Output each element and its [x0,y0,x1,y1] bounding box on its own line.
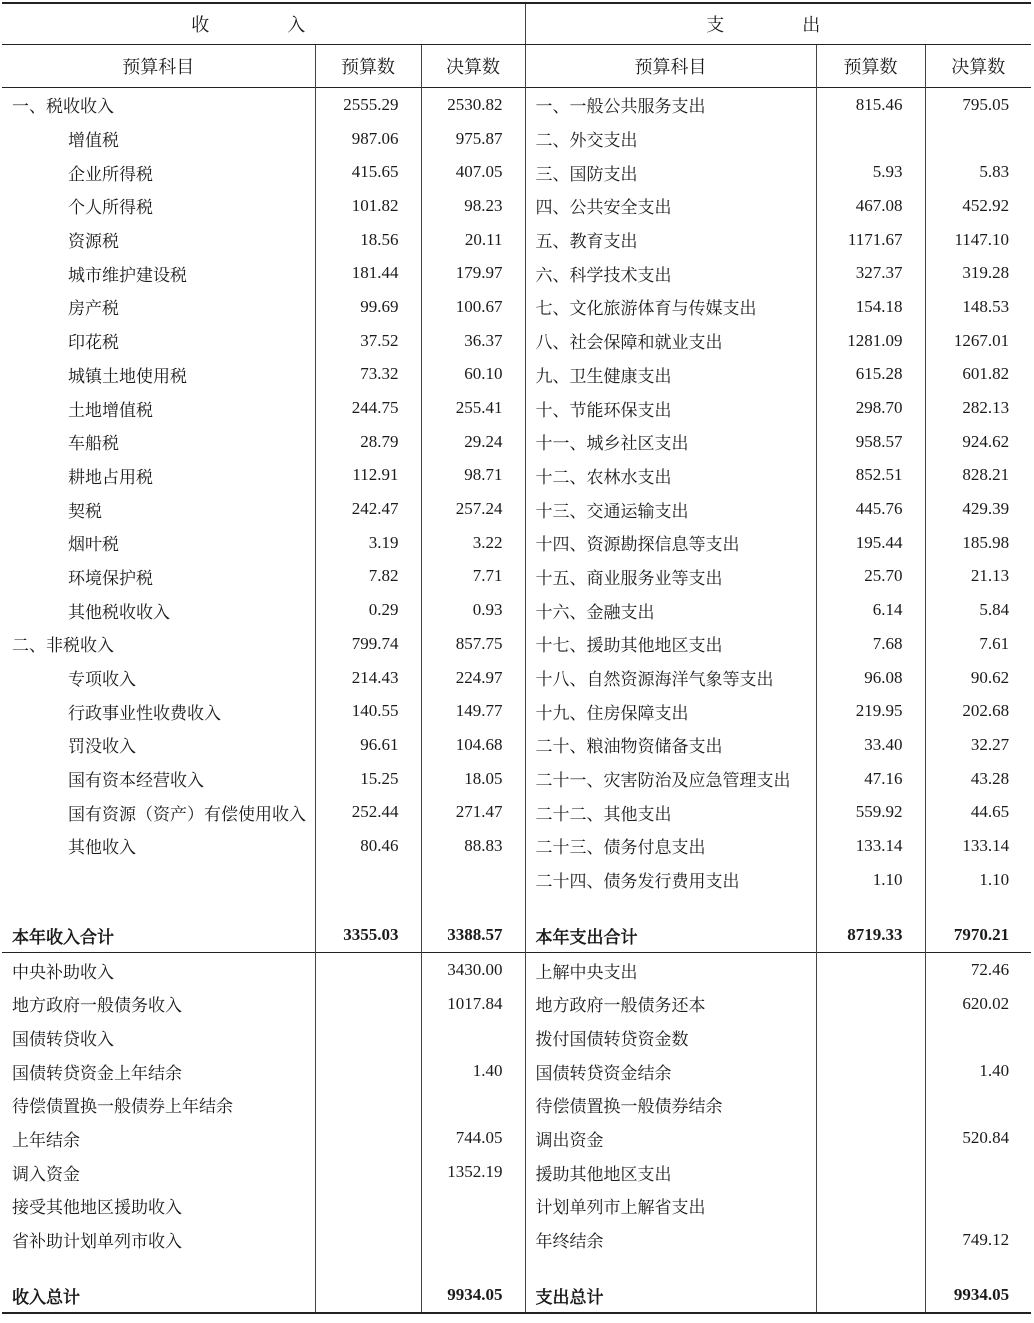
expense-item-final [925,122,1031,156]
income-item-name: 其他税收收入 [2,593,315,627]
income-transfer-final: 1017.84 [421,987,525,1021]
income-item-budget [315,863,421,897]
expense-item-final: 32.27 [970,734,1010,754]
table-row [2,560,1031,594]
income-item-name: 增值税 [2,122,315,156]
income-grand-total-final: 9934.05 [421,1278,525,1313]
income-item-budget: 181.44 [315,256,421,290]
expense-item-budget: 133.14 [816,829,925,863]
income-item-final: 3.22 [421,526,525,560]
income-item-name: 国有资本经营收入 [2,762,315,796]
income-transfer-budget [315,1155,421,1189]
expense-item-name: 二十二、其他支出 [525,795,816,829]
expense-item-budget: 445.76 [816,492,925,526]
expense-transfer-budget [816,1155,925,1189]
expense-item-name: 七、文化旅游体育与传媒支出 [525,290,816,324]
income-section-title: 收 入 [2,3,525,45]
expense-transfer-budget [816,953,925,987]
expense-item-final: 21.13 [970,566,1010,586]
expense-item-final: 282.13 [962,398,1010,418]
income-transfer-final [421,1088,525,1122]
expense-item-name: 二十一、灾害防治及应急管理支出 [525,762,816,796]
expense-item-budget: 154.18 [816,290,925,324]
expense-item-name: 十二、农林水支出 [525,459,816,493]
income-item-final [421,863,525,897]
expense-item-name: 十六、金融支出 [525,593,816,627]
income-item-budget: 7.82 [315,560,421,594]
expense-transfer-budget [816,1054,925,1088]
table-row [2,324,1031,358]
income-item-final: 224.97 [421,661,525,695]
expense-item-name: 十七、援助其他地区支出 [525,627,816,661]
expense-item-budget: 815.46 [816,88,925,122]
table-row [2,459,1031,493]
income-grand-total-budget [315,1278,421,1313]
income-item-name: 国有资源（资产）有偿使用收入 [2,795,315,829]
income-item-budget: 112.91 [315,459,421,493]
income-item-final: 407.05 [421,155,525,189]
expense-item-budget: 1171.67 [816,223,925,257]
income-item-budget: 799.74 [315,627,421,661]
budget-final-accounts-table [2,2,1031,1314]
income-item-budget: 0.29 [315,593,421,627]
table-row [2,1088,1031,1122]
table-row [2,627,1031,661]
expense-final-header: 决算数 [951,57,1006,78]
income-item-final: 36.37 [421,324,525,358]
expense-item-name: 六、科学技术支出 [525,256,816,290]
income-item-name: 土地增值税 [2,391,315,425]
expense-item-final: 828.21 [962,465,1010,485]
income-item-budget: 37.52 [315,324,421,358]
expense-item-final: 148.53 [962,296,1010,316]
expense-item-name: 四、公共安全支出 [525,189,816,223]
income-item-name: 耕地占用税 [2,459,315,493]
year-total-row [2,919,1031,953]
grand-total-section [2,1256,1031,1313]
main-rows [2,88,1031,897]
expense-item-final: 795.05 [962,94,1010,114]
expense-item-name: 十四、资源勘探信息等支出 [525,526,816,560]
expense-item-name: 二十、粮油物资储备支出 [525,728,816,762]
income-item-name [2,863,315,897]
expense-transfer-budget [816,1088,925,1122]
income-item-final: 179.97 [421,256,525,290]
expense-transfer-final: 620.02 [962,993,1010,1013]
income-year-total-label: 本年收入合计 [2,919,315,953]
table-row [2,1054,1031,1088]
expense-year-total-budget: 8719.33 [816,919,925,953]
expense-item-budget: 6.14 [816,593,925,627]
expense-transfer-final [925,1021,1031,1055]
expense-item-budget: 327.37 [816,256,925,290]
income-subject-header: 预算科目 [2,45,315,88]
expense-item-name: 三、国防支出 [525,155,816,189]
income-item-name: 车船税 [2,425,315,459]
table-row [2,492,1031,526]
expense-item-name: 八、社会保障和就业支出 [525,324,816,358]
income-item-budget: 3.19 [315,526,421,560]
income-item-name: 城市维护建设税 [2,256,315,290]
expense-item-name: 九、卫生健康支出 [525,358,816,392]
expense-item-budget: 47.16 [816,762,925,796]
expense-item-final: 1267.01 [953,330,1010,350]
income-item-name: 罚没收入 [2,728,315,762]
income-item-name: 一、税收收入 [2,88,315,122]
income-final-header: 决算数 [421,45,525,88]
transfer-rows [2,953,1031,1257]
expense-item-final: 44.65 [970,802,1010,822]
expense-item-budget: 5.93 [816,155,925,189]
income-item-budget: 28.79 [315,425,421,459]
income-item-name: 二、非税收入 [2,627,315,661]
table-row [2,694,1031,728]
table-row [2,88,1031,122]
expense-transfer-name: 待偿债置换一般债券结余 [525,1088,816,1122]
income-item-name: 房产税 [2,290,315,324]
income-item-final: 60.10 [421,358,525,392]
income-item-name: 专项收入 [2,661,315,695]
expense-item-final: 5.83 [979,162,1010,182]
income-item-budget: 101.82 [315,189,421,223]
income-transfer-name: 上年结余 [2,1122,315,1156]
income-item-name: 契税 [2,492,315,526]
expense-item-budget: 958.57 [816,425,925,459]
expense-item-budget: 219.95 [816,694,925,728]
expense-item-budget: 25.70 [816,560,925,594]
expense-item-name: 十九、住房保障支出 [525,694,816,728]
expense-transfer-final: 749.12 [962,1229,1010,1249]
expense-item-final: 1147.10 [954,229,1010,249]
expense-transfer-name: 年终结余 [525,1223,816,1257]
expense-year-total-final: 7970.21 [953,925,1010,945]
income-item-budget: 987.06 [315,122,421,156]
table-row [2,189,1031,223]
table-row [2,987,1031,1021]
expense-item-budget: 559.92 [816,795,925,829]
income-item-budget: 18.56 [315,223,421,257]
income-year-total-final: 3388.57 [421,919,525,953]
expense-item-name: 二十三、债务付息支出 [525,829,816,863]
income-item-name: 印花税 [2,324,315,358]
expense-transfer-budget [816,1122,925,1156]
expense-item-name: 十三、交通运输支出 [525,492,816,526]
expense-transfer-final: 1.40 [979,1061,1010,1081]
income-budget-header: 预算数 [315,45,421,88]
income-item-final: 100.67 [421,290,525,324]
expense-item-final: 452.92 [962,195,1010,215]
expense-transfer-name: 地方政府一般债务还本 [525,987,816,1021]
expense-item-name: 二、外交支出 [525,122,816,156]
table-row [2,290,1031,324]
income-transfer-final: 1352.19 [421,1155,525,1189]
income-transfer-budget [315,953,421,987]
expense-item-budget: 195.44 [816,526,925,560]
income-item-budget: 80.46 [315,829,421,863]
table-row [2,223,1031,257]
expense-section-title: 支 出 [525,3,1031,45]
income-transfer-budget [315,987,421,1021]
table-row [2,1189,1031,1223]
expense-transfer-budget [816,1021,925,1055]
expense-item-budget: 852.51 [816,459,925,493]
table-row [2,1155,1031,1189]
income-item-name: 烟叶税 [2,526,315,560]
expense-item-budget [816,122,925,156]
income-item-final: 257.24 [421,492,525,526]
income-item-final: 20.11 [421,223,525,257]
table-row [2,829,1031,863]
expense-item-budget: 615.28 [816,358,925,392]
expense-item-budget: 467.08 [816,189,925,223]
expense-item-name: 十、节能环保支出 [525,391,816,425]
income-item-name: 资源税 [2,223,315,257]
expense-item-name: 十八、自然资源海洋气象等支出 [525,661,816,695]
expense-transfer-final: 520.84 [962,1128,1010,1148]
income-year-total-budget: 3355.03 [315,919,421,953]
expense-item-budget: 298.70 [816,391,925,425]
income-item-name: 环境保护税 [2,560,315,594]
income-item-budget: 140.55 [315,694,421,728]
expense-item-final: 319.28 [962,263,1010,283]
income-item-final: 98.23 [421,189,525,223]
income-item-budget: 96.61 [315,728,421,762]
income-transfer-name: 地方政府一般债务收入 [2,987,315,1021]
income-item-budget: 415.65 [315,155,421,189]
table-row [2,122,1031,156]
expense-grand-total-budget [816,1278,925,1313]
budget-table-container [2,2,1031,1321]
income-item-final: 18.05 [421,762,525,796]
expense-transfer-final: 72.46 [970,960,1010,980]
income-transfer-name: 调入资金 [2,1155,315,1189]
expense-transfer-final [925,1155,1031,1189]
income-item-budget: 242.47 [315,492,421,526]
income-transfer-name: 国债转贷收入 [2,1021,315,1055]
income-transfer-name: 省补助计划单列市收入 [2,1223,315,1257]
expense-item-name: 十一、城乡社区支出 [525,425,816,459]
expense-transfer-name: 援助其他地区支出 [525,1155,816,1189]
year-total-section [2,897,1031,953]
table-row [2,1223,1031,1257]
table-row [2,953,1031,987]
expense-item-budget: 7.68 [816,627,925,661]
income-item-final: 0.93 [421,593,525,627]
income-transfer-name: 待偿债置换一般债券上年结余 [2,1088,315,1122]
expense-item-final: 43.28 [970,768,1010,788]
table-row [2,256,1031,290]
expense-item-budget: 1.10 [816,863,925,897]
table-row [2,863,1031,897]
income-item-budget: 244.75 [315,391,421,425]
table-row [2,728,1031,762]
income-item-final: 975.87 [421,122,525,156]
income-item-budget: 252.44 [315,795,421,829]
expense-item-final: 185.98 [962,532,1010,552]
expense-transfer-budget [816,1223,925,1257]
income-item-final: 255.41 [421,391,525,425]
expense-transfer-name: 拨付国债转贷资金数 [525,1021,816,1055]
income-transfer-name: 接受其他地区援助收入 [2,1189,315,1223]
income-transfer-budget [315,1223,421,1257]
table-row [2,795,1031,829]
income-transfer-name: 中央补助收入 [2,953,315,987]
income-item-final: 2530.82 [421,88,525,122]
expense-grand-total-final: 9934.05 [953,1285,1010,1305]
expense-item-final: 429.39 [962,499,1010,519]
income-item-final: 857.75 [421,627,525,661]
table-row [2,762,1031,796]
expense-item-budget: 33.40 [816,728,925,762]
expense-item-name: 一、一般公共服务支出 [525,88,816,122]
income-transfer-budget [315,1021,421,1055]
expense-item-name: 二十四、债务发行费用支出 [525,863,816,897]
income-grand-total-label: 收入总计 [2,1278,315,1313]
expense-item-final: 202.68 [962,701,1010,721]
table-row [2,358,1031,392]
expense-transfer-name: 调出资金 [525,1122,816,1156]
income-transfer-final: 744.05 [421,1122,525,1156]
expense-item-final: 1.10 [979,869,1010,889]
expense-item-final: 7.61 [979,633,1010,653]
income-transfer-final [421,1223,525,1257]
expense-transfer-final [925,1189,1031,1223]
grand-total-row [2,1278,1031,1313]
table-row [2,425,1031,459]
expense-grand-total-label: 支出总计 [525,1278,816,1313]
income-item-name: 企业所得税 [2,155,315,189]
income-item-budget: 2555.29 [315,88,421,122]
income-item-name: 其他收入 [2,829,315,863]
expense-transfer-name: 计划单列市上解省支出 [525,1189,816,1223]
income-transfer-budget [315,1122,421,1156]
table-row [2,391,1031,425]
income-transfer-final: 1.40 [421,1054,525,1088]
income-transfer-budget [315,1088,421,1122]
income-item-final: 29.24 [421,425,525,459]
income-item-budget: 15.25 [315,762,421,796]
expense-item-final: 5.84 [979,600,1010,620]
income-item-final: 88.83 [421,829,525,863]
table-row [2,661,1031,695]
income-transfer-budget [315,1189,421,1223]
income-item-name: 城镇土地使用税 [2,358,315,392]
table-row [2,1122,1031,1156]
expense-transfer-final [925,1088,1031,1122]
income-transfer-final [421,1189,525,1223]
expense-item-final: 90.62 [970,667,1010,687]
income-transfer-budget [315,1054,421,1088]
expense-transfer-budget [816,987,925,1021]
income-item-budget: 99.69 [315,290,421,324]
income-item-final: 104.68 [421,728,525,762]
expense-item-budget: 96.08 [816,661,925,695]
expense-item-name: 十五、商业服务业等支出 [525,560,816,594]
table-row [2,526,1031,560]
table-row [2,155,1031,189]
expense-item-final: 133.14 [962,835,1010,855]
expense-subject-header: 预算科目 [525,45,816,88]
income-item-name: 行政事业性收费收入 [2,694,315,728]
expense-item-budget: 1281.09 [816,324,925,358]
expense-budget-header: 预算数 [816,45,925,88]
income-item-final: 271.47 [421,795,525,829]
income-transfer-final [421,1021,525,1055]
income-item-final: 149.77 [421,694,525,728]
expense-item-final: 601.82 [962,364,1010,384]
expense-item-final: 924.62 [962,431,1010,451]
table-row [2,593,1031,627]
expense-transfer-name: 上解中央支出 [525,953,816,987]
expense-item-name: 五、教育支出 [525,223,816,257]
income-transfer-name: 国债转贷资金上年结余 [2,1054,315,1088]
income-item-name: 个人所得税 [2,189,315,223]
income-item-budget: 73.32 [315,358,421,392]
income-item-final: 7.71 [421,560,525,594]
income-transfer-final: 3430.00 [421,953,525,987]
expense-year-total-label: 本年支出合计 [525,919,816,953]
table-row [2,1021,1031,1055]
income-item-final: 98.71 [421,459,525,493]
expense-transfer-name: 国债转贷资金结余 [525,1054,816,1088]
expense-transfer-budget [816,1189,925,1223]
income-item-budget: 214.43 [315,661,421,695]
